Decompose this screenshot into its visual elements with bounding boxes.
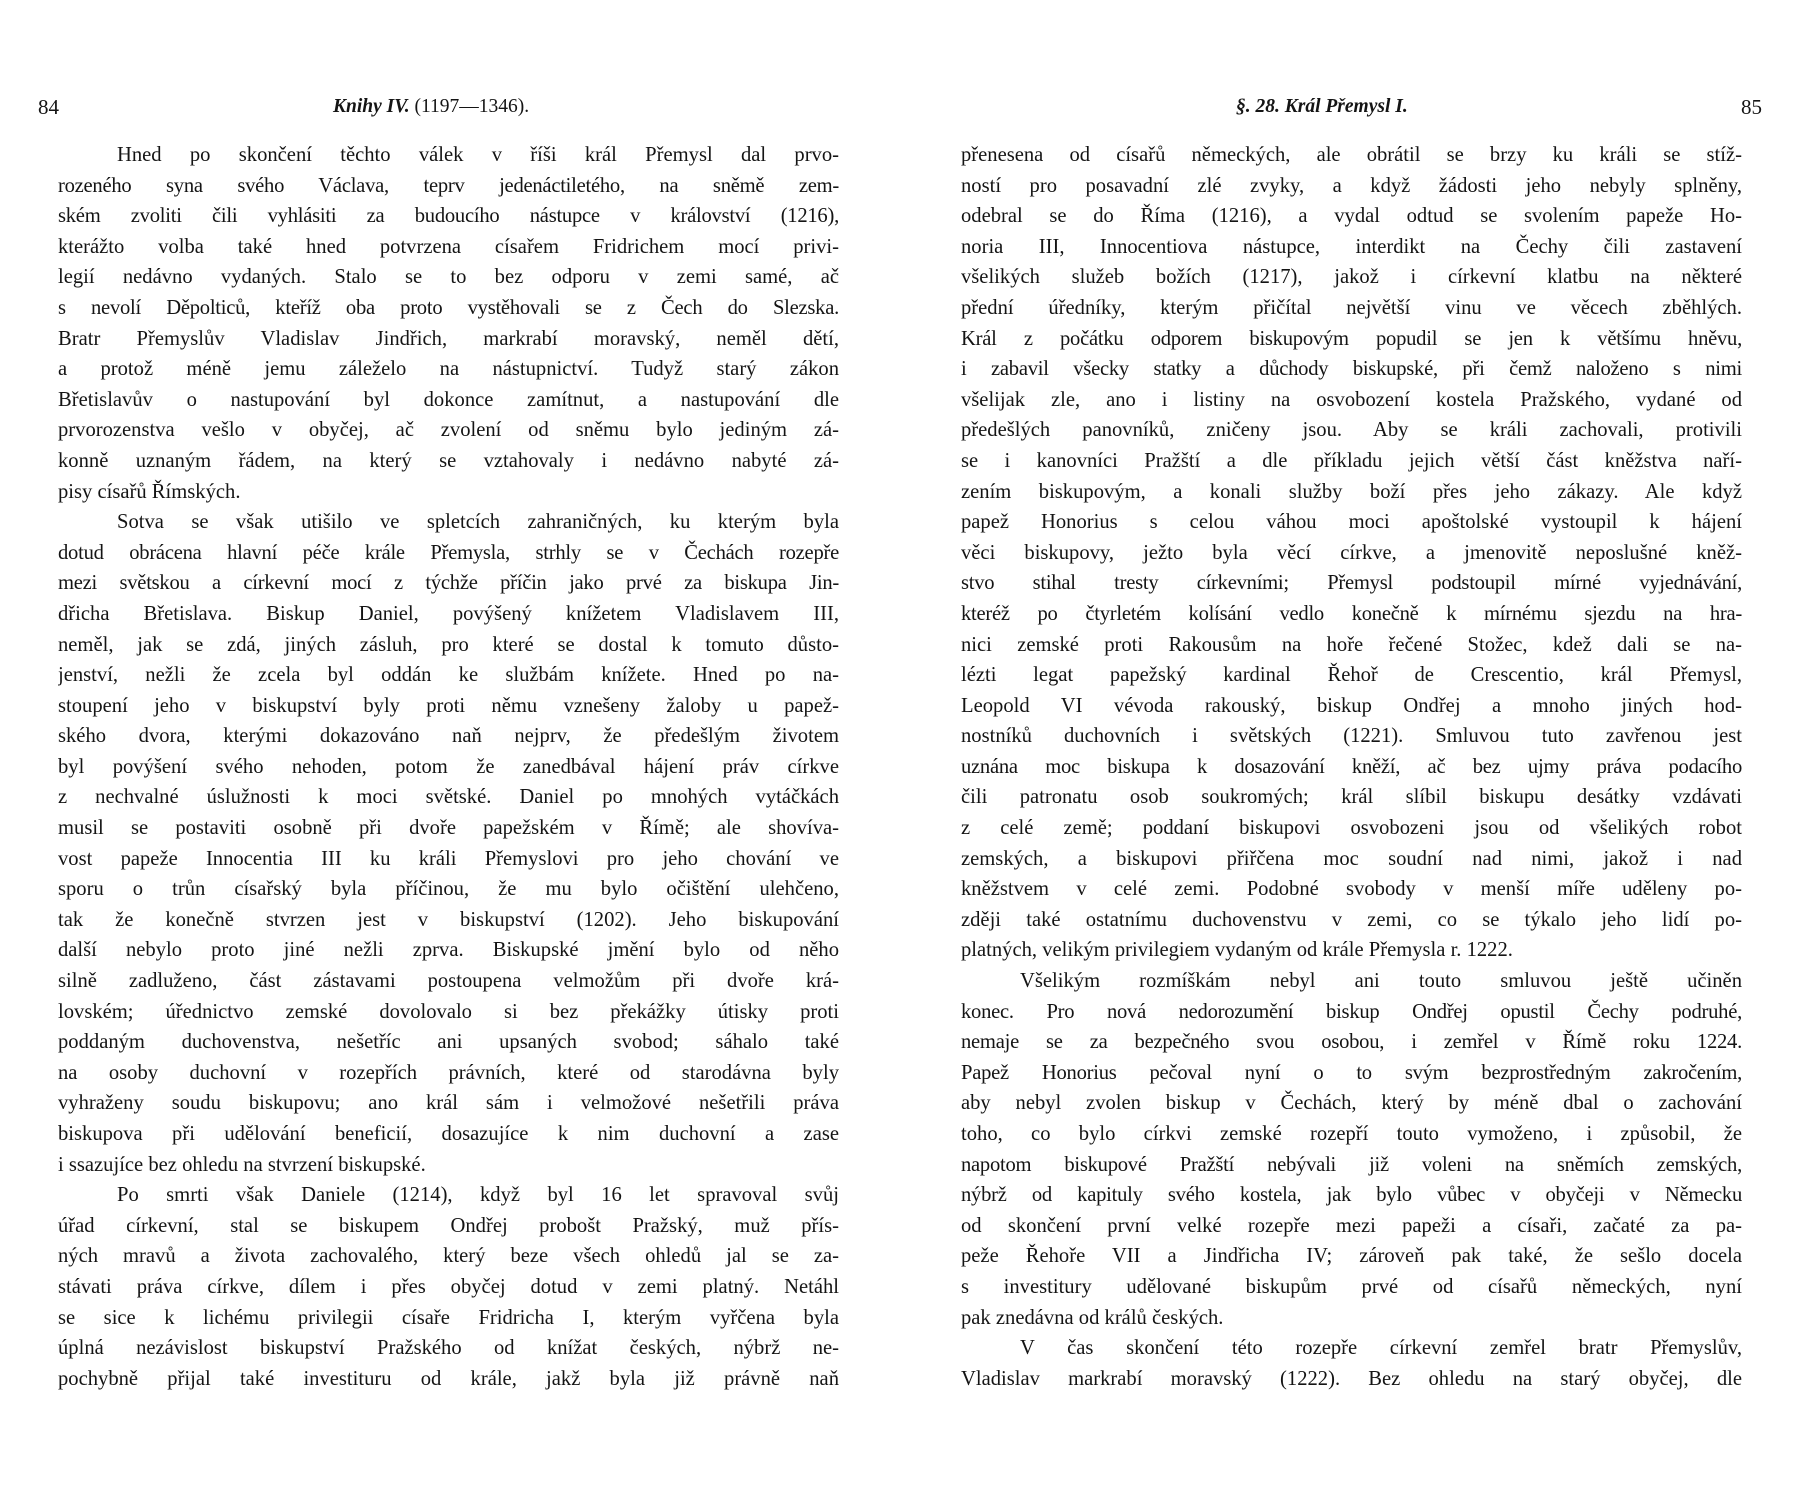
text-line: Všelikým rozmíškám nebyl ani touto smluvou ještě učiněn bbox=[1020, 970, 1742, 993]
text-line: Vladislav markrabí moravský (1222). Bez ohledu na starý obyčej, dle bbox=[961, 1367, 1742, 1390]
text-line: kterážto volba také hned potvrzena císařem Fridrichem mocí privi- bbox=[58, 235, 839, 258]
right-page bbox=[961, 0, 1762, 1500]
text-line: dotud obrácena hlavní péče krále Přemysla, strhly se v Čechách rozepře bbox=[58, 541, 839, 564]
text-line: Král z počátku odporem biskupovým popudil se jen k většímu hněvu, bbox=[961, 327, 1742, 350]
text-line: papež Honorius s celou váhou moci apoštolské vystoupil k hájení bbox=[961, 511, 1742, 534]
text-line: platných, velikým privilegiem vydaným od krále Přemysla r. 1222. bbox=[961, 939, 1513, 962]
text-line: Hned po skončení těchto válek v říši král Přemysl dal prvo- bbox=[117, 144, 839, 166]
running-title-dates: (1197—1346). bbox=[409, 96, 530, 117]
text-line: odebral se do Říma (1216), a vydal odtud se svolením papeže Ho- bbox=[961, 205, 1742, 228]
text-line: ných mravů a života zachovalého, který beze všech ohledů jal se za- bbox=[58, 1245, 839, 1268]
right-page-body bbox=[961, 140, 1742, 1394]
text-line: stávati práva církve, dílem i přes obyčej dotud v zemi platný. Netáhl bbox=[58, 1275, 839, 1298]
text-line: ském zvoliti čili vyhlásiti za budoucího nástupce v království (1216), bbox=[58, 205, 839, 228]
running-title-italic: Knihy IV. bbox=[333, 96, 410, 117]
text-line: nýbrž od kapituly svého kostela, jak bylo vůbec v obyčeji v Německu bbox=[961, 1184, 1742, 1207]
text-line: vyhraženy soudu biskupovu; ano král sám i velmožové nešetřili práva bbox=[58, 1092, 839, 1115]
text-line: pochybně přijal také investituru od krále, jakž byla již právně naň bbox=[58, 1367, 839, 1390]
text-line: ností pro posavadní zlé zvyky, a když žádosti jeho nebyly splněny, bbox=[961, 174, 1742, 197]
left-page-body bbox=[58, 140, 839, 1394]
text-line: z celé země; poddaní biskupovi osvobozeni jsou od všelikých robot bbox=[961, 817, 1742, 840]
running-title bbox=[333, 92, 529, 122]
text-line: Po smrti však Daniele (1214), když byl 16 let spravoval svůj bbox=[117, 1184, 839, 1207]
text-line: musil se postaviti osobně při dvoře papežském v Římě; ale shovíva- bbox=[58, 817, 839, 840]
text-line: rozeného syna svého Václava, teprv jedenáctiletého, na sněmě zem- bbox=[58, 174, 839, 197]
text-line: napotom biskupové Pražští nebývali již voleni na sněmích zemských, bbox=[961, 1153, 1742, 1176]
text-line: věci biskupovy, ježto byla věcí církve, a jmenovitě neposlušné kněž- bbox=[961, 541, 1742, 564]
text-line: neměl, jak se zdá, jiných zásluh, pro které se dostal k tomuto důsto- bbox=[58, 633, 839, 656]
running-title bbox=[1236, 92, 1408, 122]
text-line: Bratr Přemyslův Vladislav Jindřich, markrabí moravský, neměl dětí, bbox=[58, 327, 839, 350]
text-line: i ssazujíce bez ohledu na stvrzení biskupské. bbox=[58, 1153, 426, 1176]
left-page-header bbox=[38, 92, 839, 122]
text-line: se sice k lichému privilegii císaře Fridricha I, kterým vyřčena byla bbox=[58, 1306, 839, 1329]
text-line: mezi světskou a církevní mocí z týchže příčin jako prvé za biskupa Jin- bbox=[58, 572, 839, 595]
text-line: uznána moc biskupa k dosazování kněží, ač bez ujmy práva podacího bbox=[961, 755, 1742, 778]
text-line: stoupení jeho v biskupství byly proti němu vznešeny žaloby u papež- bbox=[58, 694, 839, 717]
text-line: lézti legat papežský kardinal Řehoř de Crescentio, král Přemysl, bbox=[961, 664, 1742, 687]
text-line: s investitury udělované biskupům prvé od císařů německých, nyní bbox=[961, 1275, 1742, 1298]
text-line: biskupova při udělování beneficií, dosazujíce k nim duchovní a zase bbox=[58, 1123, 839, 1145]
text-line: pak znedávna od králů českých. bbox=[961, 1306, 1224, 1329]
text-line: peže Řehoře VII a Jindřicha IV; zároveň pak také, že sešlo docela bbox=[961, 1245, 1742, 1268]
text-line: toho, co bylo církvi zemské rozepří touto vymoženo, i způsobil, že bbox=[961, 1123, 1742, 1145]
text-line: nici zemské proti Rakousům na hoře řečené Stožec, kdež dali se na- bbox=[961, 633, 1742, 656]
text-line: noria III, Innocentiova nástupce, interdikt na Čechy čili zastavení bbox=[961, 235, 1742, 258]
text-line: kněžstvem v celé zemi. Podobné svobody v menší míře uděleny po- bbox=[961, 878, 1742, 901]
text-line: čili patronatu osob soukromých; král slíbil biskupu desátky vzdávati bbox=[961, 786, 1742, 809]
text-line: V čas skončení této rozepře církevní zemřel bratr Přemyslův, bbox=[1020, 1337, 1742, 1360]
text-line: všelikých služeb božích (1217), jakož i církevní klatbu na některé bbox=[961, 266, 1742, 289]
text-line: Sotva se však utišilo ve spletcích zahraničných, ku kterým byla bbox=[117, 511, 839, 534]
text-line: z nechvalné úslužnosti k moci světské. Daniel po mnohých vytáčkách bbox=[58, 786, 839, 809]
text-line: Papež Honorius pečoval nyní o to svým bezprostředným zakročením, bbox=[961, 1061, 1742, 1084]
text-line: ského dvora, kterými dokazováno naň nejprv, že předešlým životem bbox=[58, 725, 839, 748]
text-line: zemských, a biskupovi přiřčena moc soudní nad nimi, jakož i nad bbox=[961, 847, 1742, 870]
text-line: se i kanovníci Pražští a dle příkladu jejich větší část kněžstva naří- bbox=[961, 449, 1742, 472]
right-page-header bbox=[961, 92, 1762, 122]
text-line: přenesena od císařů německých, ale obrátil se brzy ku králi se stíž- bbox=[961, 144, 1742, 166]
text-line: konně uznaným řádem, na který se vztahovaly i nedávno nabyté zá- bbox=[58, 449, 839, 472]
text-line: všelijak zle, ano i listiny na osvobození kostela Pražského, vydané od bbox=[961, 388, 1742, 411]
text-line: zději také ostatnímu duchovenstvu v zemi, co se týkalo jeho lidí po- bbox=[961, 908, 1742, 931]
text-line: Břetislavův o nastupování byl dokonce zamítnut, a nastupování dle bbox=[58, 388, 839, 411]
left-page bbox=[38, 0, 839, 1500]
text-line: vost papeže Innocentia III ku králi Přemyslovi pro jeho chování ve bbox=[58, 847, 839, 870]
text-line: jenství, nežli že zcela byl oddán ke službám knížete. Hned po na- bbox=[58, 664, 839, 687]
text-line: kteréž po čtyrletém kolísání vedlo konečně k mírnému sjezdu na hra- bbox=[961, 602, 1742, 625]
text-line: Leopold VI vévoda rakouský, biskup Ondřej a mnoho jiných hod- bbox=[961, 694, 1742, 717]
text-line: legií nedávno vydaných. Stalo se to bez odporu v zemi samé, ač bbox=[58, 266, 839, 289]
text-line: úřad církevní, stal se biskupem Ondřej probošt Pražský, muž přís- bbox=[58, 1214, 839, 1237]
text-line: nemaje se za bezpečného svou osobou, i zemřel v Římě roku 1224. bbox=[961, 1031, 1742, 1054]
text-line: od skončení první velké rozepře mezi papeži a císaři, začaté za pa- bbox=[961, 1214, 1742, 1237]
text-line: přední úředníky, kterým přičítal největší vinu ve věcech zběhlých. bbox=[961, 296, 1742, 319]
text-line: konec. Pro nová nedorozumění biskup Ondřej opustil Čechy podruhé, bbox=[961, 1000, 1742, 1023]
text-line: předešlých panovníků, zničeny jsou. Aby se králi zachovali, protivili bbox=[961, 419, 1742, 442]
text-line: poddaným duchovenstva, nešetříc ani upsaných svobod; sáhalo také bbox=[58, 1031, 839, 1054]
page-number: 84 bbox=[38, 95, 59, 119]
text-line: byl povýšení svého nehoden, potom že zanedbával hájení práv církve bbox=[58, 755, 839, 778]
text-line: dřicha Břetislava. Biskup Daniel, povýšený knížetem Vladislavem III, bbox=[58, 602, 839, 625]
text-line: na osoby duchovní v rozepřích právních, které od starodávna byly bbox=[58, 1061, 839, 1084]
text-line: zením biskupovým, a konali služby boží přes jeho zákazy. Ale když bbox=[961, 480, 1742, 503]
text-line: prvorozenstva vešlo v obyčej, ač zvolení od sněmu bylo jediným zá- bbox=[58, 419, 839, 442]
text-line: nostníků duchovních i světských (1221). Smluvou tuto zavřenou jest bbox=[961, 725, 1742, 748]
text-line: silně zadluženo, část zástavami postoupena velmožům při dvoře krá- bbox=[58, 970, 839, 993]
text-line: aby nebyl zvolen biskup v Čechách, který by méně dbal o zachování bbox=[961, 1092, 1742, 1115]
text-line: stvo stihal tresty církevními; Přemysl podstoupil mírné vyjednávání, bbox=[961, 572, 1742, 595]
running-title-italic: §. 28. Král Přemysl I. bbox=[1236, 96, 1408, 117]
text-line: a protož méně jemu záleželo na nástupnictví. Tudyž starý zákon bbox=[58, 358, 839, 381]
text-line: s nevolí Děpolticů, kteříž oba proto vystěhovali se z Čech do Slezska. bbox=[58, 296, 839, 319]
page-number: 85 bbox=[1741, 95, 1762, 119]
text-line: sporu o trůn císařský byla příčinou, že mu bylo očištění ulehčeno, bbox=[58, 878, 839, 901]
text-line: lovském; úřednictvo zemské dovolovalo si bez překážky útisky proti bbox=[58, 1000, 839, 1023]
text-line: úplná nezávislost biskupství Pražského od knížat českých, nýbrž ne- bbox=[58, 1337, 839, 1360]
text-line: tak že konečně stvrzen jest v biskupství (1202). Jeho biskupování bbox=[58, 908, 839, 931]
text-line: pisy císařů Římských. bbox=[58, 480, 241, 503]
text-line: i zabavil všecky statky a důchody biskupské, při čemž naloženo s nimi bbox=[961, 358, 1742, 381]
text-line: další nebylo proto jiné nežli zprva. Biskupské jmění bylo od něho bbox=[58, 939, 839, 962]
